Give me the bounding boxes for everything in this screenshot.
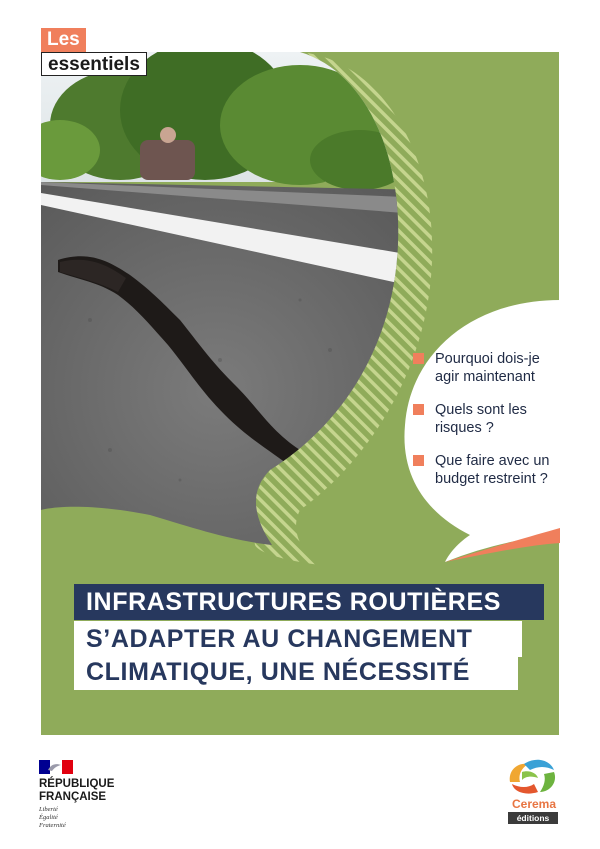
republique-francaise-motto: Liberté Égalité Fraternité [39, 806, 66, 829]
question-text: Pourquoi dois-je agir maintenant [435, 351, 540, 385]
square-bullet-icon [413, 455, 424, 466]
marianne-flag-icon [39, 760, 73, 774]
collection-badge-essentiels: essentiels [41, 52, 147, 76]
cerema-emblem-icon [500, 752, 564, 796]
republique-francaise-logo [39, 760, 159, 840]
republique-francaise-name: RÉPUBLIQUE FRANÇAISE [39, 778, 115, 803]
question-list [413, 350, 563, 503]
question-item [413, 452, 563, 488]
question-text: Quels sont les risques ? [435, 402, 527, 436]
title-line-3: CLIMATIQUE, UNE NÉCESSITÉ [74, 654, 518, 690]
question-item [413, 401, 563, 437]
title-line-1: INFRASTRUCTURES ROUTIÈRES [74, 584, 544, 620]
cerema-logo [500, 752, 570, 827]
square-bullet-icon [413, 353, 424, 364]
cerema-editions: éditions [508, 812, 558, 824]
square-bullet-icon [413, 404, 424, 415]
collection-badge-les: Les [41, 28, 86, 52]
title-line-2: S’ADAPTER AU CHANGEMENT [74, 621, 522, 657]
cerema-name: Cerema [511, 797, 557, 811]
question-text: Que faire avec un budget restreint ? [435, 453, 550, 487]
question-item [413, 350, 563, 386]
